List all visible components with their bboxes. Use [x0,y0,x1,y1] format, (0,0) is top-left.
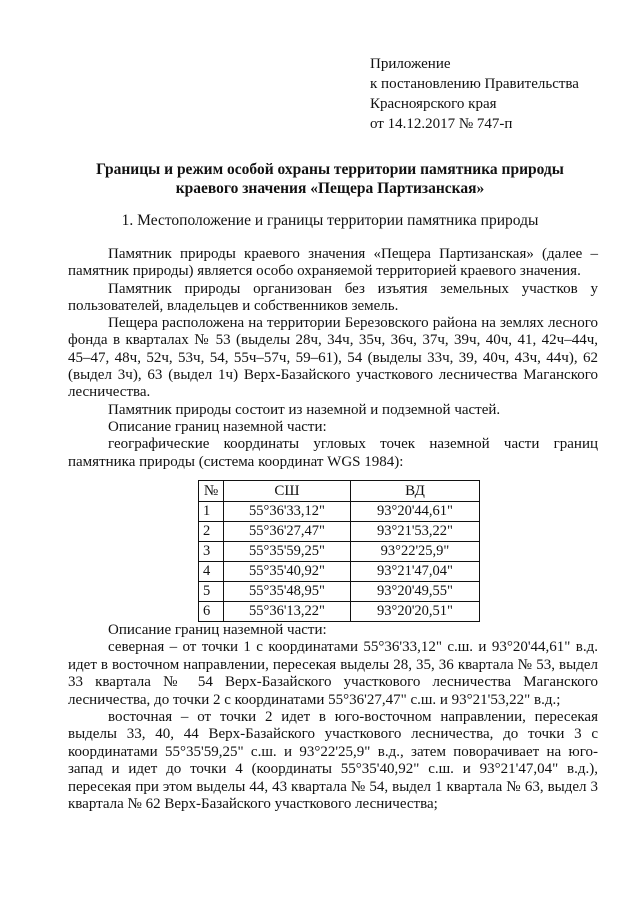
coordinates-table [198,480,480,622]
title-line-1: Границы и режим особой охраны территории памятника природы [96,161,564,178]
paragraph: Пещера расположена на территории Березовского района на землях лесного фонда в кварталах № 53 (выделы 28ч, 34ч, 35ч, 36ч, 37ч, 39ч, 40ч, 41, 42ч–44ч, 45–47, 48ч, 52ч, 53ч, 54, 55ч–57ч, 59–61), 54 (выделы 33ч, 39, 40ч, 43ч, 44ч), 62 (выдел 3ч), 63 (выдел 1ч) Верх-Базайского участкового лесничества Маганского лесничества. [68,315,598,401]
cell-longitude: 93°22'25,9" [351,542,480,562]
document-title [60,160,600,198]
body-text-upper [68,246,598,471]
cell-latitude: 55°35'48,95" [224,582,351,602]
cell-latitude: 55°35'40,92" [224,562,351,582]
table-header-row [199,481,480,502]
section-heading: 1. Местоположение и границы территории памятника природы [121,212,539,229]
table-row [199,522,480,542]
paragraph: Памятник природы состоит из наземной и подземной частей. [108,401,501,418]
appendix-line-1: Приложение [370,56,451,72]
paragraph: восточная – от точки 2 идет в юго-восточном направлении, пересекая выделы 33, 40, 44 Верх-Базайского участкового лесничества, до точки 3 с координатами 55°35'59,25" с.ш. и 93°22'25,9" в.д., затем поворачивает на юго-запад и идет до точки 4 (координаты 55°35'40,92" с.ш. и 93°21'47,04" в.д.), пересекая при этом выделы 44, 43 квартала № 54, выдел 1 квартала № 63, выдел 3 квартала № 62 Верх-Базайского участкового лесничества; [68,709,598,813]
cell-latitude: 55°35'59,25" [224,542,351,562]
cell-longitude: 93°21'47,04" [351,562,480,582]
cell-number: 4 [199,562,224,582]
cell-latitude: 55°36'33,12" [224,502,351,522]
body-text-lower [68,622,598,813]
appendix-note [370,54,579,134]
appendix-line-4: от 14.12.2017 № 747-п [370,116,513,132]
table-row [199,562,480,582]
cell-number: 5 [199,582,224,602]
paragraph: Памятник природы краевого значения «Пещера Партизанская» (далее – памятник природы) является особо охраняемой территорией краевого значения. [68,246,598,280]
cell-number: 2 [199,522,224,542]
table-row [199,582,480,602]
header-longitude: ВД [351,481,480,502]
cell-number: 1 [199,502,224,522]
title-line-2: краевого значения «Пещера Партизанская» [175,180,485,197]
table-row [199,542,480,562]
table-row [199,502,480,522]
header-number: № [199,481,224,502]
cell-longitude: 93°20'49,55" [351,582,480,602]
appendix-line-3: Красноярского края [370,96,497,112]
cell-longitude: 93°20'44,61" [351,502,480,522]
paragraph: географические координаты угловых точек наземной части границ памятника природы (система координат WGS 1984): [68,436,598,470]
cell-latitude: 55°36'27,47" [224,522,351,542]
cell-number: 3 [199,542,224,562]
cell-latitude: 55°36'13,22" [224,602,351,622]
appendix-line-2: к постановлению Правительства [370,76,579,92]
cell-longitude: 93°21'53,22" [351,522,480,542]
paragraph: северная – от точки 1 с координатами 55°36'33,12" с.ш. и 93°20'44,61" в.д. идет в восточном направлении, пересекая выделы 28, 35, 36 квартала № 53, выдел 33 квартала № 54 Верх-Базайского участкового лесничества Маганского лесничества, до точки 2 с координатами 55°36'27,47" с.ш. и 93°21'53,22" в.д.; [68,639,598,708]
paragraph: Памятник природы организован без изъятия земельных участков у пользователей, владельцев и собственников земель. [68,280,598,314]
paragraph: Описание границ наземной части: [108,622,327,638]
cell-number: 6 [199,602,224,622]
table-row [199,602,480,622]
cell-longitude: 93°20'20,51" [351,602,480,622]
paragraph: Описание границ наземной части: [108,418,327,435]
header-latitude: СШ [224,481,351,502]
